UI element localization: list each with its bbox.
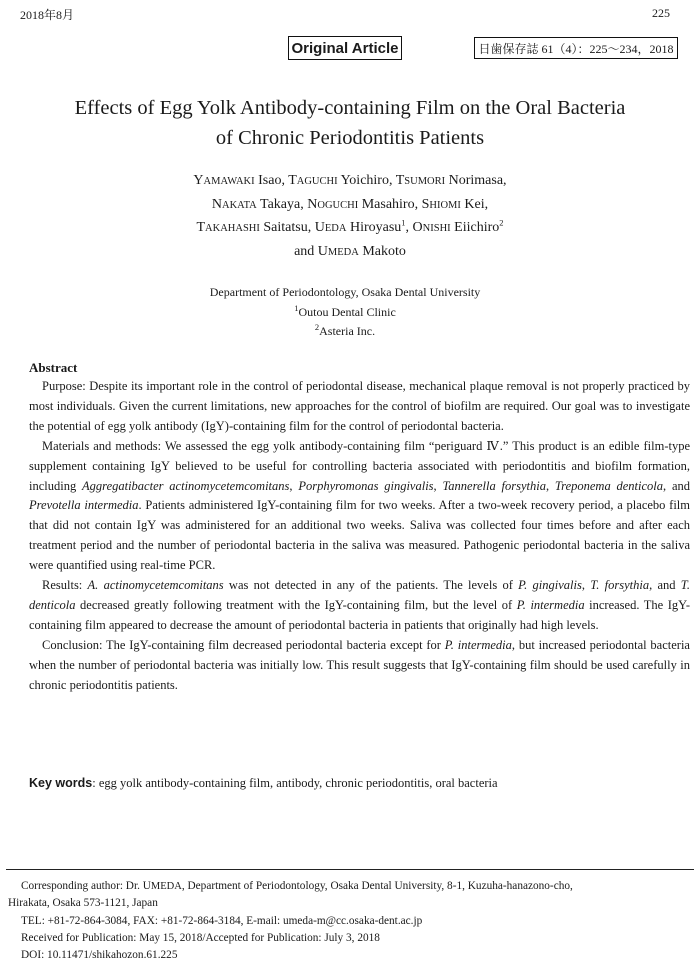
author-umeda: UMEDA Makoto [317, 243, 406, 259]
keywords [29, 776, 690, 791]
publication-dates: Received for Publication: May 15, 2018/Accepted for Publication: July 3, 2018 [21, 931, 380, 944]
abstract-heading: Abstract [29, 360, 78, 375]
author-tsumori: TSUMORI Norimasa, [395, 173, 507, 188]
author-line-3 [0, 217, 700, 241]
author-yamawaki: YAMAWAKI Isao, [193, 173, 285, 188]
author-list [0, 170, 700, 264]
affiliation-1: $^1$Outou Dental Clinic [294, 302, 396, 319]
contact-info: TEL: +81-72-864-3084, FAX: +81-72-864-3184, E-mail: umeda-m@cc.osaka-dent.ac.jp [21, 914, 423, 927]
abstract-methods: Materials and methods: We assessed the egg yolk antibody-containing film “periguard Ⅳ.” This product is an edible film-type supplement containing IgY believed to be useful for controlling bacteria associated with periodontitis and biofilm formation, including Aggregatibacter actinomycetemcomitans, Porphyromonas gingivalis, Tannerella forsythia, Treponema denticola, and Prevotella intermedia. Patients administered IgY-containing film for two weeks. After a two-week recovery period, a placebo film that did not contain IgY was administered for an additional two weeks. Saliva was collected four times before and after each treatment period and the number of periodontal bacteria in the saliva was measured. Pathogenic periodontal bacteria in the saliva were quantified using real-time PCR. [29, 438, 691, 573]
header-date: 2018年8月 [20, 8, 75, 22]
author-onishi: ONISHI Eiichiro$^2$ [412, 217, 504, 235]
corresponding-author: Corresponding author: Dr. UMEDA, Department of Periodontology, Osaka Dental University, 8-1, Kuzuha-hanazono-cho, [21, 880, 573, 892]
footnote-block [8, 878, 688, 964]
article-type-badge: Original Article [288, 36, 402, 60]
doi: DOI: 10.11471/shikahozon.61.225 [21, 949, 178, 962]
journal-citation: 日歯保存誌 61（4）：225〜234，2018 [474, 37, 678, 59]
title-line-1: Effects of Egg Yolk Antibody-containing Film on the Oral Bacteria [74, 97, 626, 119]
affiliation-2: $^2$Asteria Inc. [314, 322, 376, 338]
author-takahashi: TAKAHASHI Saitatsu, [196, 220, 312, 235]
author-line-4 [0, 241, 700, 265]
author-noguchi: NOGUCHI Masahiro, [307, 196, 419, 212]
author-conjunction: and [294, 243, 315, 259]
abstract-results: Results: A. actinomycetemcomitans was not detected in any of the patients. The levels of P. gingivalis, T. forsythia, and T. denticola decreased greatly following treatment with the IgY-containing film, but the level of P. intermedia increased. The IgY-containing film appeared to decrease the amount of periodontal bacteria in patients that originally had high levels. [29, 578, 690, 632]
keywords-text: : egg yolk antibody-containing film, antibody, chronic periodontitis, oral bacteria [92, 776, 498, 790]
author-nakata: NAKATA Takaya, [211, 196, 304, 212]
keywords-label: Key words [29, 776, 93, 790]
abstract-purpose: Purpose: Despite its important role in the control of periodontal disease, mechanical plaque removal is not properly practiced by most individuals. Given the current limitations, new approaches for the control of biofilm are required. Our goal was to investigate the potential of egg yolk antibody (IgY)-containing film for the control of periodontal bacteria. [29, 379, 690, 433]
title-line-2: of Chronic Periodontitis Patients [215, 127, 485, 149]
author-line-1 [0, 170, 700, 194]
abstract-body [29, 377, 690, 696]
corresponding-address: Hirakata, Osaka 573-1121, Japan [8, 897, 158, 910]
author-shiomi: SHIOMI Kei, [421, 196, 489, 212]
page-number: 225 [652, 6, 670, 20]
abstract-conclusion: Conclusion: The IgY-containing film decreased periodontal bacteria except for P. intermedia, but increased periodontal bacteria when the number of periodontal bacteria was initially low. This result suggests that IgY-containing film should be used carefully in chronic periodontitis patients. [29, 637, 690, 692]
author-line-2 [0, 194, 700, 218]
article-title [0, 93, 700, 153]
author-taguchi: TAGUCHI Yoichiro, [288, 173, 393, 188]
footer-divider [6, 869, 694, 870]
affiliation-main: Department of Periodontology, Osaka Dental University [209, 285, 481, 299]
affiliations [0, 283, 690, 342]
author-ueda: UEDA Hiroyasu$^1$, [314, 217, 410, 235]
